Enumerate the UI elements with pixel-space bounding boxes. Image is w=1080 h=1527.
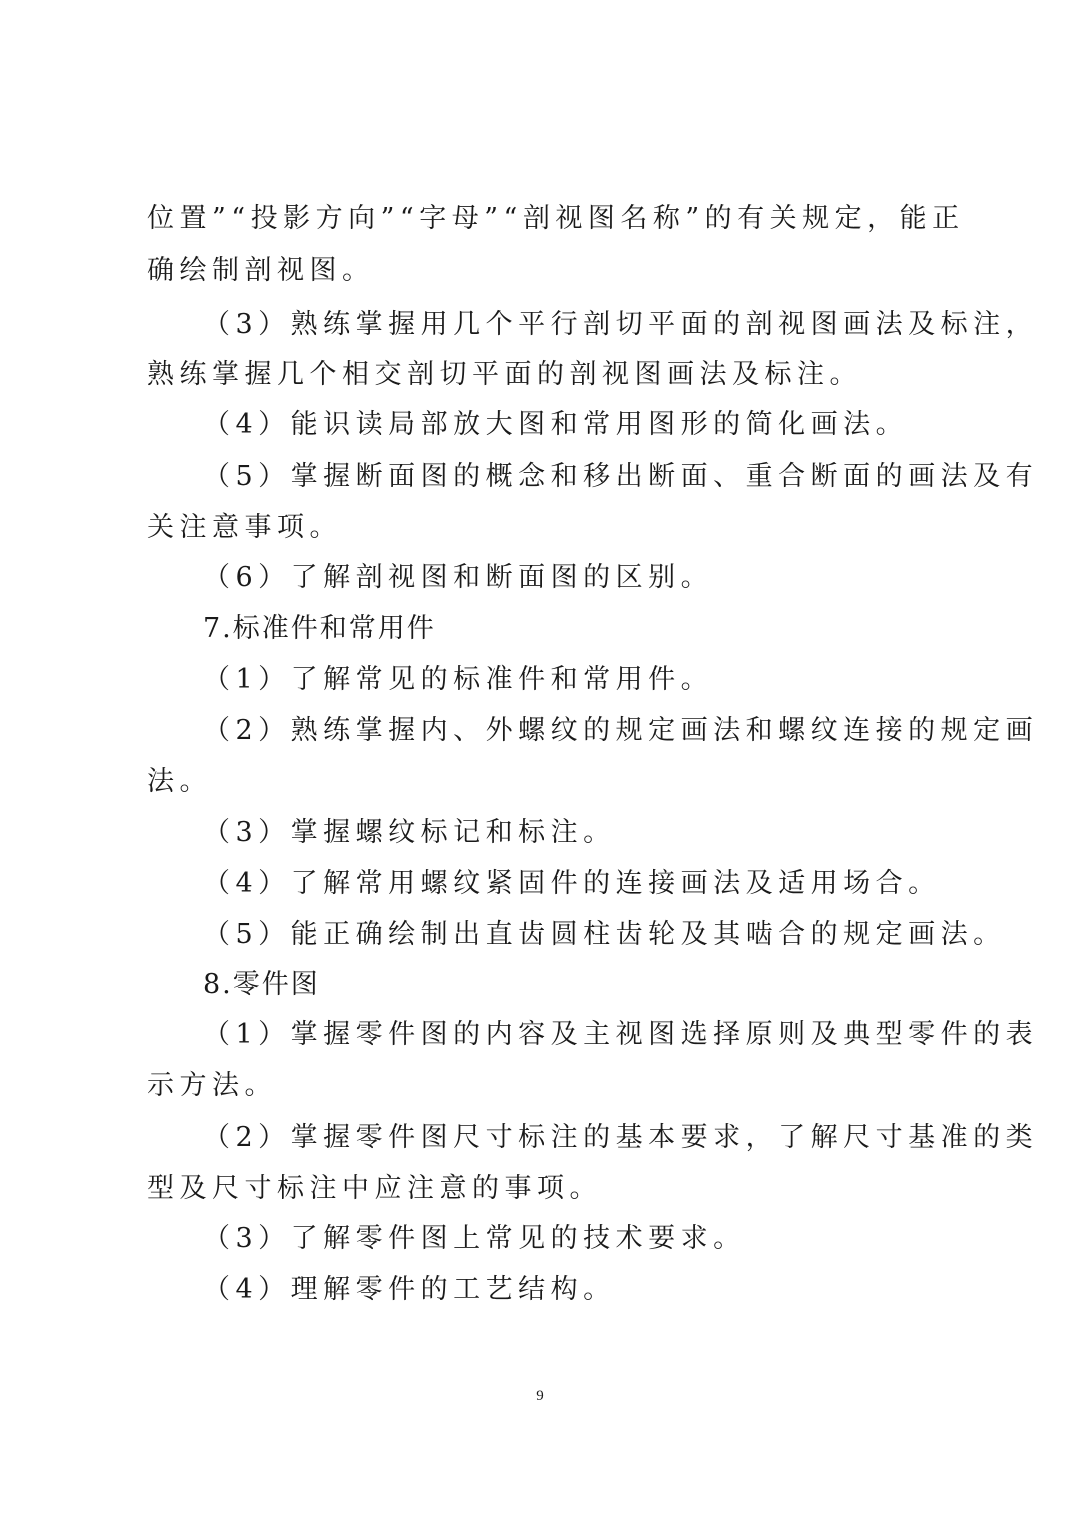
text-line: （1）了解常见的标准件和常用件。 [203, 664, 714, 695]
text-line: （6）了解剖视图和断面图的区别。 [203, 562, 714, 593]
text-line: 熟练掌握几个相交剖切平面的剖视图画法及标注。 [147, 359, 862, 390]
text-line: 关注意事项。 [147, 512, 342, 543]
text-line: （3）掌握螺纹标记和标注。 [203, 817, 616, 848]
text-line: （2）掌握零件图尺寸标注的基本要求，了解尺寸基准的类 [203, 1122, 1039, 1153]
section-heading: 8.零件图 [203, 969, 320, 1000]
text-line: 确绘制剖视图。 [147, 255, 375, 286]
text-line: 位置”“投影方向”“字母”“剖视图名称”的有关规定，能正 [147, 203, 965, 234]
text-line: 法。 [147, 766, 212, 797]
text-line: （1）掌握零件图的内容及主视图选择原则及典型零件的表 [203, 1019, 1039, 1050]
section-heading: 7.标准件和常用件 [203, 613, 436, 644]
page-number: 9 [536, 1388, 544, 1404]
text-line: （2）熟练掌握内、外螺纹的规定画法和螺纹连接的规定画 [203, 715, 1039, 746]
text-line: （4）能识读局部放大图和常用图形的简化画法。 [203, 409, 909, 440]
text-line: （5）掌握断面图的概念和移出断面、重合断面的画法及有 [203, 461, 1039, 492]
text-line: （4）理解零件的工艺结构。 [203, 1274, 616, 1305]
text-line: 型及尺寸标注中应注意的事项。 [147, 1173, 602, 1204]
text-line: （3）了解零件图上常见的技术要求。 [203, 1223, 746, 1254]
text-line: （4）了解常用螺纹紧固件的连接画法及适用场合。 [203, 868, 941, 899]
text-line: （3）熟练掌握用几个平行剖切平面的剖视图画法及标注， [203, 309, 1039, 340]
text-line: 示方法。 [147, 1070, 277, 1101]
text-line: （5）能正确绘制出直齿圆柱齿轮及其啮合的规定画法。 [203, 919, 1006, 950]
